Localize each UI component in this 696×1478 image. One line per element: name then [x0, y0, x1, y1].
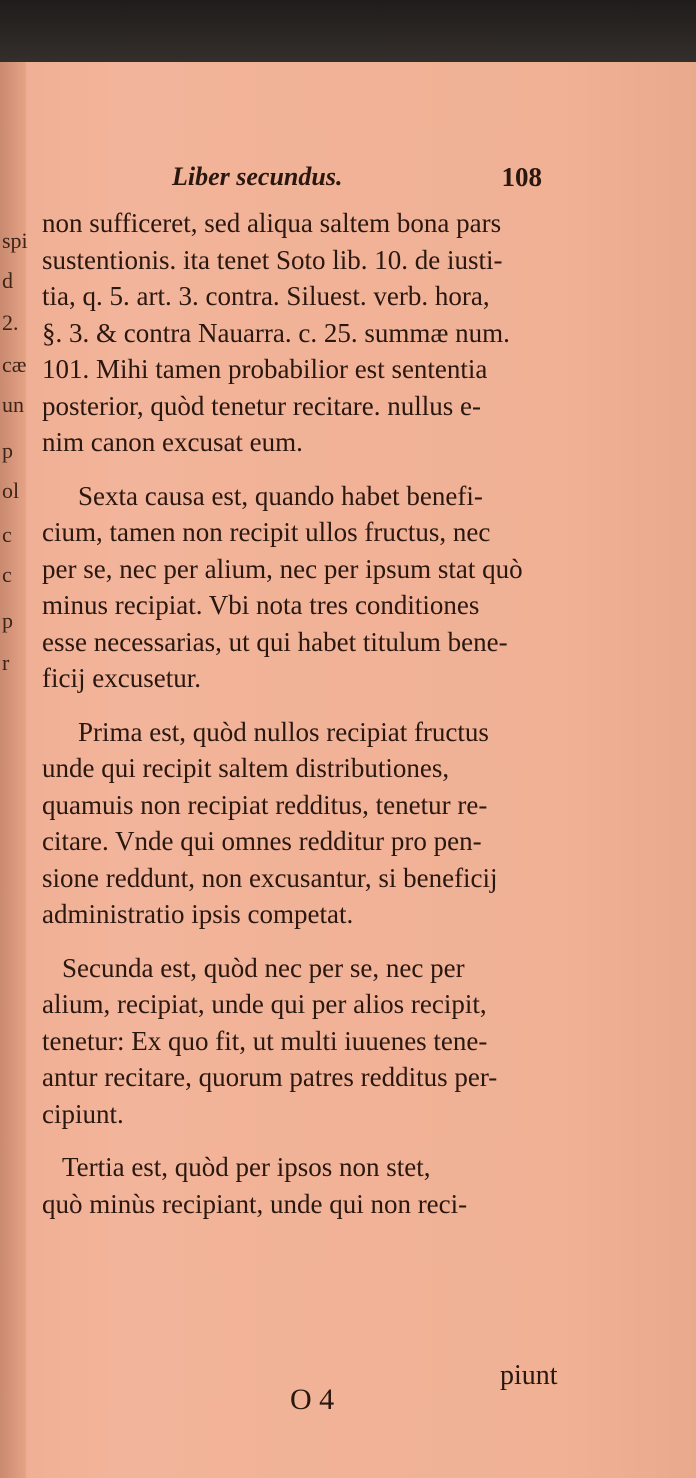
margin-fragment: cæ — [2, 352, 27, 377]
margin-fragment: c — [2, 522, 12, 547]
margin-fragment: r — [2, 650, 10, 675]
text-line: minus recipiat. Vbi nota tres conditiones — [42, 590, 480, 620]
paragraph-gap — [42, 697, 542, 714]
running-head-title: Liber secundus. — [172, 162, 343, 191]
page-number: 108 — [501, 162, 542, 192]
text-line: Sexta causa est, quando habet benefi- — [78, 480, 483, 511]
body-text — [42, 205, 542, 1222]
margin-fragment: p — [2, 438, 13, 463]
margin-fragment: 2. — [2, 310, 19, 335]
text-line: ficij excusetur. — [42, 663, 201, 693]
text-line: citare. Vnde qui omnes redditur pro pen- — [42, 826, 482, 856]
catchword: piunt — [500, 1360, 558, 1391]
text-line: non sufficeret, sed aliqua saltem bona pars — [42, 208, 502, 238]
text-line: administratio ipsis competat. — [42, 899, 354, 929]
margin-fragment: p — [2, 608, 13, 633]
text-line: esse necessarias, ut qui habet titulum bene- — [42, 626, 508, 657]
text-line: sustentionis. ita tenet Soto lib. 10. de iusti- — [42, 244, 503, 275]
margin-fragment: ol — [2, 478, 20, 503]
paragraph-gap — [42, 1132, 542, 1149]
text-line: cium, tamen non recipit ullos fructus, nec — [42, 517, 491, 547]
text-line: posterior, quòd tenetur recitare. nullus e- — [42, 390, 482, 421]
text-line: tenetur: Ex quo fit, ut multi iuuenes tene- — [42, 1025, 488, 1056]
text-line: Secunda est, quòd nec per se, nec per — [62, 952, 465, 983]
text-line: cipiunt. — [42, 1098, 124, 1129]
text-line: quò minùs recipiant, unde qui non reci- — [42, 1188, 468, 1219]
text-line: unde qui recipit saltem distributiones, — [42, 753, 450, 783]
paragraph-gap — [42, 461, 542, 478]
running-header — [172, 162, 542, 198]
text-line: tia, q. 5. art. 3. contra. Siluest. verb. hora, — [42, 281, 490, 311]
text-line: nim canon excusat eum. — [42, 427, 303, 457]
text-line: quamuis non recipiat redditus, tenetur re- — [42, 789, 488, 820]
paragraph-gap — [42, 933, 542, 950]
text-line: per se, nec per alium, nec per ipsum stat quò — [42, 553, 523, 584]
margin-fragment: spi — [2, 228, 28, 253]
signature-mark: O 4 — [290, 1383, 335, 1416]
text-line: Tertia est, quòd per ipsos non stet, — [62, 1152, 431, 1182]
text-line: alium, recipiat, unde qui per alios recipit, — [42, 989, 487, 1019]
text-line: Prima est, quòd nullos recipiat fructus — [78, 716, 489, 747]
margin-fragment: un — [2, 392, 24, 417]
text-line: antur recitare, quorum patres redditus per- — [42, 1062, 498, 1092]
margin-fragment: c — [2, 562, 12, 587]
text-line: §. 3. & contra Nauarra. c. 25. summæ num. — [42, 317, 510, 348]
text-line: sione reddunt, non excusantur, si beneficij — [42, 862, 498, 893]
margin-fragment: d — [2, 268, 13, 293]
text-line: 101. Mihi tamen probabilior est sententia — [42, 354, 488, 384]
